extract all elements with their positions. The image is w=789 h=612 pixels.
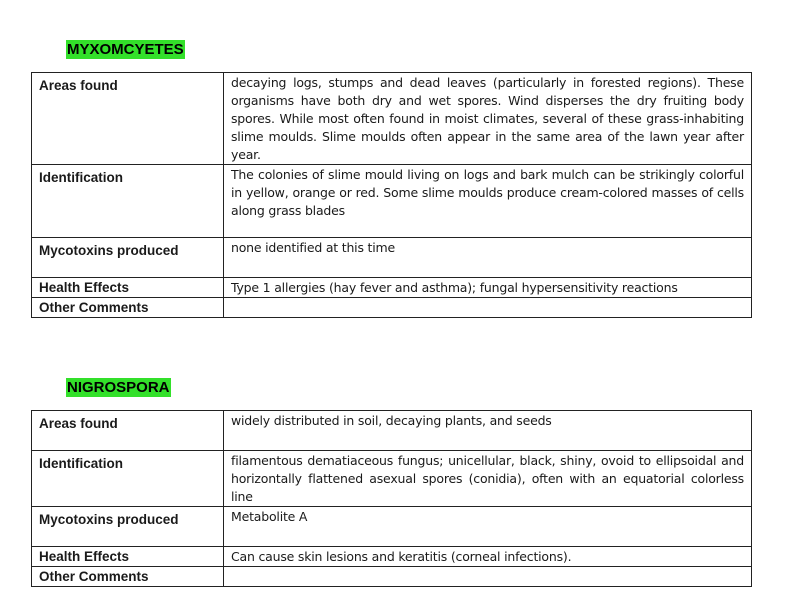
row-value-identification: The colonies of slime mould living on logs and bark mulch can be strikingly colorful in yellow, orange or red. Some slime moulds produce cream-colored masses of cells along grass blades (224, 165, 752, 238)
table-row (32, 238, 752, 278)
row-label-mycotoxins: Mycotoxins produced (32, 507, 224, 547)
table-row (32, 298, 752, 318)
row-label-other-comments: Other Comments (32, 567, 224, 587)
row-label-identification: Identification (32, 451, 224, 507)
row-value-areas-found: widely distributed in soil, decaying plants, and seeds (224, 411, 752, 451)
table-row (32, 507, 752, 547)
section-title-myxomcyetes: MYXOMCYETES (67, 41, 184, 58)
row-label-areas-found: Areas found (32, 411, 224, 451)
row-value-mycotoxins: Metabolite A (224, 507, 752, 547)
row-value-mycotoxins: none identified at this time (224, 238, 752, 278)
row-value-health-effects: Can cause skin lesions and keratitis (corneal infections). (224, 547, 752, 567)
section-title-nigrospora: NIGROSPORA (67, 379, 170, 396)
table-row (32, 73, 752, 165)
nigrospora-table (31, 410, 752, 587)
row-value-identification: filamentous dematiaceous fungus; unicellular, black, shiny, ovoid to ellipsoidal and horizontally flattened asexual spores (conidia), often with an equatorial colorless line (224, 451, 752, 507)
table-row (32, 547, 752, 567)
row-value-areas-found: decaying logs, stumps and dead leaves (particularly in forested regions). These organisms have both dry and wet spores. Wind disperses the dry fruiting body spores. While most often found in moist climates, several of these grass-inhabiting slime moulds. Slime moulds often appear in the same area of the lawn year after year. (224, 73, 752, 165)
row-label-health-effects: Health Effects (32, 278, 224, 298)
row-label-other-comments: Other Comments (32, 298, 224, 318)
row-label-identification: Identification (32, 165, 224, 238)
row-label-mycotoxins: Mycotoxins produced (32, 238, 224, 278)
row-value-other-comments (224, 298, 752, 318)
row-label-areas-found: Areas found (32, 73, 224, 165)
myxomcyetes-table (31, 72, 752, 318)
row-label-health-effects: Health Effects (32, 547, 224, 567)
row-value-other-comments (224, 567, 752, 587)
table-row (32, 451, 752, 507)
table-row (32, 165, 752, 238)
row-value-health-effects: Type 1 allergies (hay fever and asthma); fungal hypersensitivity reactions (224, 278, 752, 298)
table-row (32, 567, 752, 587)
table-row (32, 411, 752, 451)
table-row (32, 278, 752, 298)
